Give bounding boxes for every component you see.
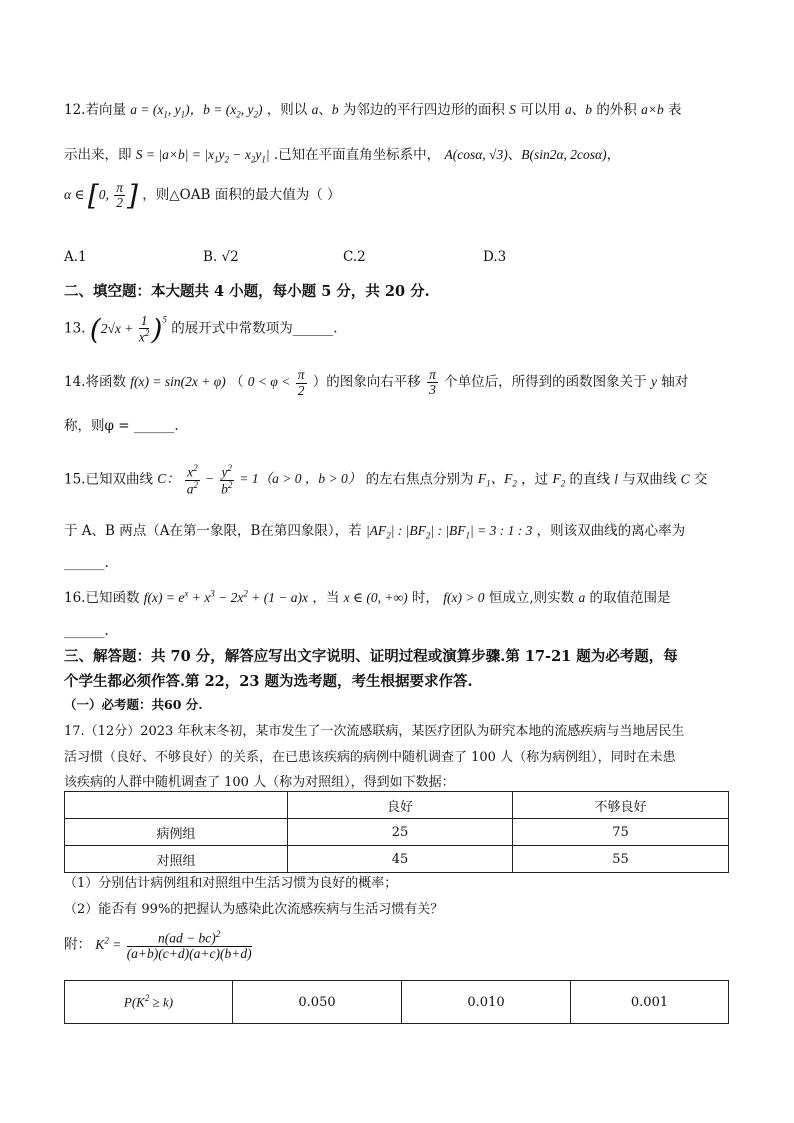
ratio-expression: $|AF_2|$ : $|BF_2|$ : $|BF_1| = 3$ : 1 : 3 bbox=[365, 523, 533, 541]
alpha-range: α ∈ [0, $\frac{\pi}{2}$ ] bbox=[64, 178, 138, 212]
table-cell: 0.001 bbox=[571, 981, 729, 1024]
q12-line2: 示出来，即 $S = |a\times b| = |x_1y_2 - x_2y_1|$ .已知在平面直角坐标系中， A(cosα, √3)、B(sin2α, 2cosα)， bbox=[64, 147, 621, 165]
probability-label: $P(K^2 \ge k)$ bbox=[65, 981, 233, 1024]
section3-subheading: （一）必考题：共60 分. bbox=[64, 697, 203, 712]
option-d: D.3 bbox=[483, 249, 507, 265]
section3-heading-line2: 个学生都必须作答.第 22，23 题为选考题，考生根据要求作答. bbox=[64, 673, 473, 690]
survey-table bbox=[64, 791, 729, 873]
q15-line1: 15.已知双曲线 C： $\frac{x^2}{a^2}$ − $\frac{y^2}{b^2}$ = 1（a > 0 ，b > 0） 的左右焦点分别为 $F_1$、$F_2$ ，过 $F_2$ 的直线 l 与双曲线 C 交 bbox=[64, 463, 708, 497]
q17-line2: 活习惯（良好、不够良好）的关系，在已患该疾病的病例中随机调查了 100 人（称为病例组），同时在未患 bbox=[64, 750, 676, 765]
point-b: B(sin2α, 2cosα) bbox=[521, 147, 607, 162]
q15-line2: 于 A、B 两点（A在第一象限，B在第四象限），若 $|AF_2|$ : $|BF_2|$ : $|BF_1| = 3$ : 1 : 3 ，则该双曲线的离心率为 bbox=[64, 523, 686, 541]
option-a: A.1 bbox=[64, 249, 87, 265]
table-header-cell: 不够良好 bbox=[513, 792, 729, 819]
table-header-row bbox=[65, 792, 729, 819]
function-expression: $f(x) = e^x + x^3 - 2x^2 + (1 - a)x$ bbox=[143, 588, 309, 605]
table-cell: 45 bbox=[288, 846, 513, 873]
table-row bbox=[65, 981, 729, 1024]
table-cell: 25 bbox=[288, 819, 513, 846]
q14-line2: 称，则φ = ______. bbox=[64, 418, 179, 434]
q17-part2: （2）能否有 99%的把握认为感染此次流感疾病与生活习惯有关？ bbox=[64, 902, 444, 917]
q17-part1: （1）分别估计病例组和对照组中生活习惯为良好的概率； bbox=[64, 876, 398, 891]
q17-line3: 该疾病的人群中随机调查了 100 人（称为对照组），得到如下数据： bbox=[64, 775, 455, 790]
table-cell: 55 bbox=[513, 846, 729, 873]
q13: 13. (2√x + $\frac{1}{x^2}$ )$^5$ 的展开式中常数项为______. bbox=[64, 312, 338, 346]
table-cell: 对照组 bbox=[65, 846, 288, 873]
table-cell: 0.050 bbox=[233, 981, 402, 1024]
q12-line1: 12.若向量 $a = (x_1$, $y_1$)，$b = (x_2$, $y_2$) ，则以 a、b 为邻边的平行四边形的面积 S 可以用 a、b 的外积 a×b 表 bbox=[64, 102, 682, 120]
section2-heading: 二、填空题：本大题共 4 小题，每小题 5 分，共 20 分. bbox=[64, 283, 430, 300]
q14-line1: 14.将函数 f(x) = sin(2x + φ) （ 0 < φ < $\frac{\pi}{2}$ ）的图象向右平移 $\frac{\pi}{3}$ 个单位后，所得到的函数图象关于 y 轴对 bbox=[64, 367, 689, 398]
function-f: f(x) = sin(2x + φ) bbox=[130, 374, 226, 390]
area-formula: $S = |a\times b| = |x_1y_2 - x_2y_1|$ bbox=[135, 147, 270, 165]
point-a: A(cosα, √3) bbox=[444, 147, 508, 162]
hyperbola-equation: C： $\frac{x^2}{a^2}$ − $\frac{y^2}{b^2}$ = 1（a > 0 ，b > 0） bbox=[157, 463, 362, 497]
option-b: B. √2 bbox=[203, 249, 239, 265]
section3-heading-line1: 三、解答题：共 70 分，解答应写出文字说明、证明过程或演算步骤.第 17-21 题为必考题，每 bbox=[64, 648, 678, 665]
table-header-cell bbox=[65, 792, 288, 819]
table-cell: 0.010 bbox=[402, 981, 571, 1024]
table-row bbox=[65, 819, 729, 846]
q15-line3: ______. bbox=[64, 555, 109, 571]
table-row bbox=[65, 846, 729, 873]
option-c: C.2 bbox=[343, 249, 366, 265]
k-squared-formula: 附： $K^2$ = $\frac{n(ad - bc)^2}{(a+b)(c+d)(a+c)(b+d)}$ bbox=[64, 929, 252, 961]
table-cell: 病例组 bbox=[65, 819, 288, 846]
q17-line1: 17.（12分）2023 年秋末冬初，某市发生了一次流感联病，某医疗团队为研究本地的流感疾病与当地居民生 bbox=[64, 724, 685, 739]
q16-line1: 16.已知函数 $f(x) = e^x + x^3 - 2x^2 + (1 - a)x$ ，当 x ∈ (0, +∞) 时， f(x) > 0 恒成立,则实数 a 的取值范围是 bbox=[64, 588, 671, 606]
table-header-cell: 良好 bbox=[288, 792, 513, 819]
table-cell: 75 bbox=[513, 819, 729, 846]
vector-a-equation: $a = (x_1$, $y_1$)，$b = (x_2$, $y_2$) bbox=[130, 102, 263, 120]
binomial-expression: (2√x + $\frac{1}{x^2}$ )$^5$ bbox=[89, 312, 167, 346]
critical-value-table bbox=[64, 980, 729, 1024]
q16-line2: ______. bbox=[64, 623, 109, 639]
q12-line3: α ∈ [0, $\frac{\pi}{2}$ ] ，则△OAB 面积的最大值为（ ） bbox=[64, 178, 341, 212]
